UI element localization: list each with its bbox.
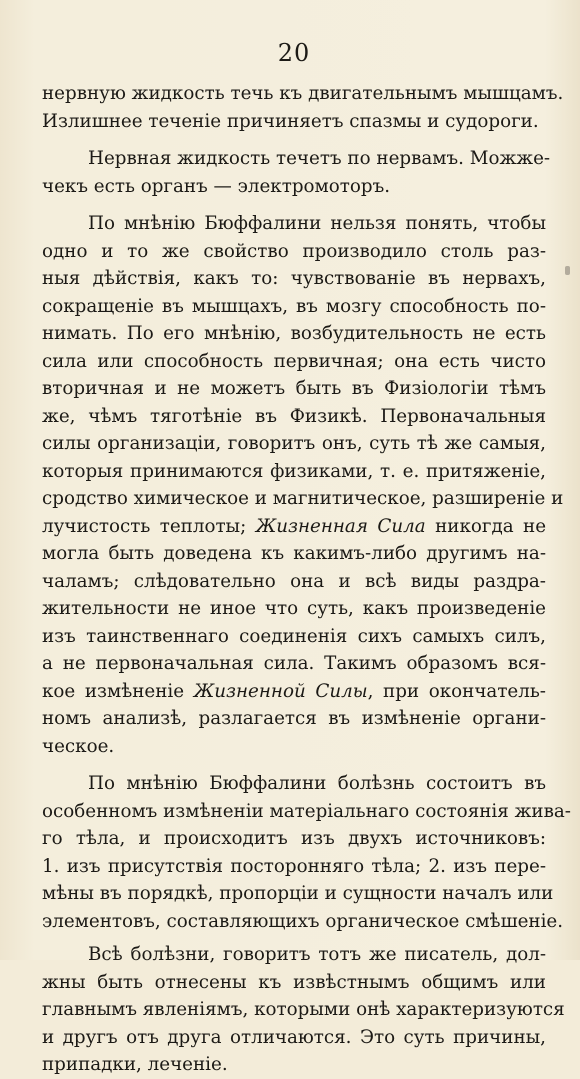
text-line: вторичная и не можетъ быть въ Физіологіи тѣмъ — [42, 378, 546, 399]
text-line: силы организаціи, говоритъ онъ, суть тѣ же самыя, — [42, 433, 546, 454]
text-line-with-italic — [42, 513, 546, 541]
paragraph-5 — [42, 941, 565, 1079]
paragraph-3 — [42, 210, 564, 760]
text-line: Излишнее теченіе причиняетъ спазмы и судороги. — [42, 110, 539, 132]
text-line: Всѣ болѣзни, говоритъ тотъ же писатель, дол- — [88, 944, 546, 965]
text-line: которыя принимаются физиками, т. е. притяженіе, — [42, 460, 546, 482]
text-line: сокращеніе въ мышцахъ, въ мозгу способность по- — [42, 295, 546, 317]
text-line: жны быть отнесены къ извѣстнымъ общимъ или — [42, 971, 546, 993]
paragraph-1 — [42, 80, 564, 135]
text-line: же, чѣмъ тяготѣніе въ Физикѣ. Первоначальныя — [42, 405, 546, 427]
text-run: лучистость теплоты; — [42, 515, 247, 537]
text-line: изъ таинственнаго соединенія сихъ самыхъ силъ, — [42, 625, 546, 647]
text-line: сила или способность первичная; она есть чисто — [42, 350, 546, 372]
text-line: По мнѣнію Бюффалини болѣзнь состоитъ въ — [88, 773, 546, 794]
paragraph-4 — [42, 770, 571, 935]
text-line: номъ анализѣ, разлагается въ измѣненіе органи- — [42, 708, 546, 729]
text-line: нимать. По его мнѣнію, возбудительность не есть — [42, 323, 546, 344]
text-line: могла быть доведена къ какимъ-либо другимъ на- — [42, 543, 546, 564]
italic-term: Жизненная Сила — [255, 515, 426, 537]
text-line: нервную жидкость течь къ двигательнымъ мышцамъ. — [42, 83, 564, 104]
text-line: чекъ есть органъ — электромоторъ. — [42, 175, 391, 197]
paragraph-2 — [42, 145, 551, 200]
text-run: кое измѣненіе — [42, 680, 185, 702]
text-line: ческое. — [42, 735, 115, 757]
text-line: а не первоначальная сила. Такимъ образомъ вся- — [42, 653, 546, 674]
text-line: жительности не иное что суть, какъ произведеніе — [42, 598, 546, 619]
text-line: одно и то же свойство производило столь раз- — [42, 240, 546, 262]
text-line: главнымъ явленіямъ, которыми онѣ характеризуются — [42, 999, 565, 1020]
text-line: 1. изъ присутствія посторонняго тѣла; 2. изъ пере- — [42, 855, 546, 877]
text-line: элементовъ, составляющихъ органическое смѣшеніе. — [42, 910, 564, 932]
text-line: По мнѣнію Бюффалини нельзя понять, чтобы — [88, 213, 546, 234]
page-number: 20 — [277, 39, 311, 67]
text-line: и другъ отъ друга отличаются. Это суть причины, — [42, 1026, 546, 1048]
text-line: чаламъ; слѣдовательно она и всѣ виды раздра- — [42, 570, 546, 592]
italic-term: Жизненной Силы — [193, 680, 368, 702]
paper-speck — [565, 266, 570, 275]
text-line: мѣны въ порядкѣ, пропорціи и сущности началъ или — [42, 883, 554, 904]
text-line: го тѣла, и происходитъ изъ двухъ источниковъ: — [42, 828, 546, 849]
text-line: особенномъ измѣненіи матеріальнаго состоянія жива- — [42, 800, 571, 822]
text-run: , при окончатель- — [367, 680, 546, 702]
text-line: Нервная жидкость течетъ по нервамъ. Можже- — [88, 148, 551, 169]
text-line: припадки, леченіе. — [42, 1054, 228, 1075]
text-run: никогда не — [435, 515, 547, 537]
text-line: ныя дѣйствія, какъ то: чувствованіе въ нервахъ, — [42, 268, 546, 289]
text-line: сродство химическое и магнитическое, разширеніе и — [42, 488, 564, 509]
text-line-with-italic — [42, 678, 546, 706]
